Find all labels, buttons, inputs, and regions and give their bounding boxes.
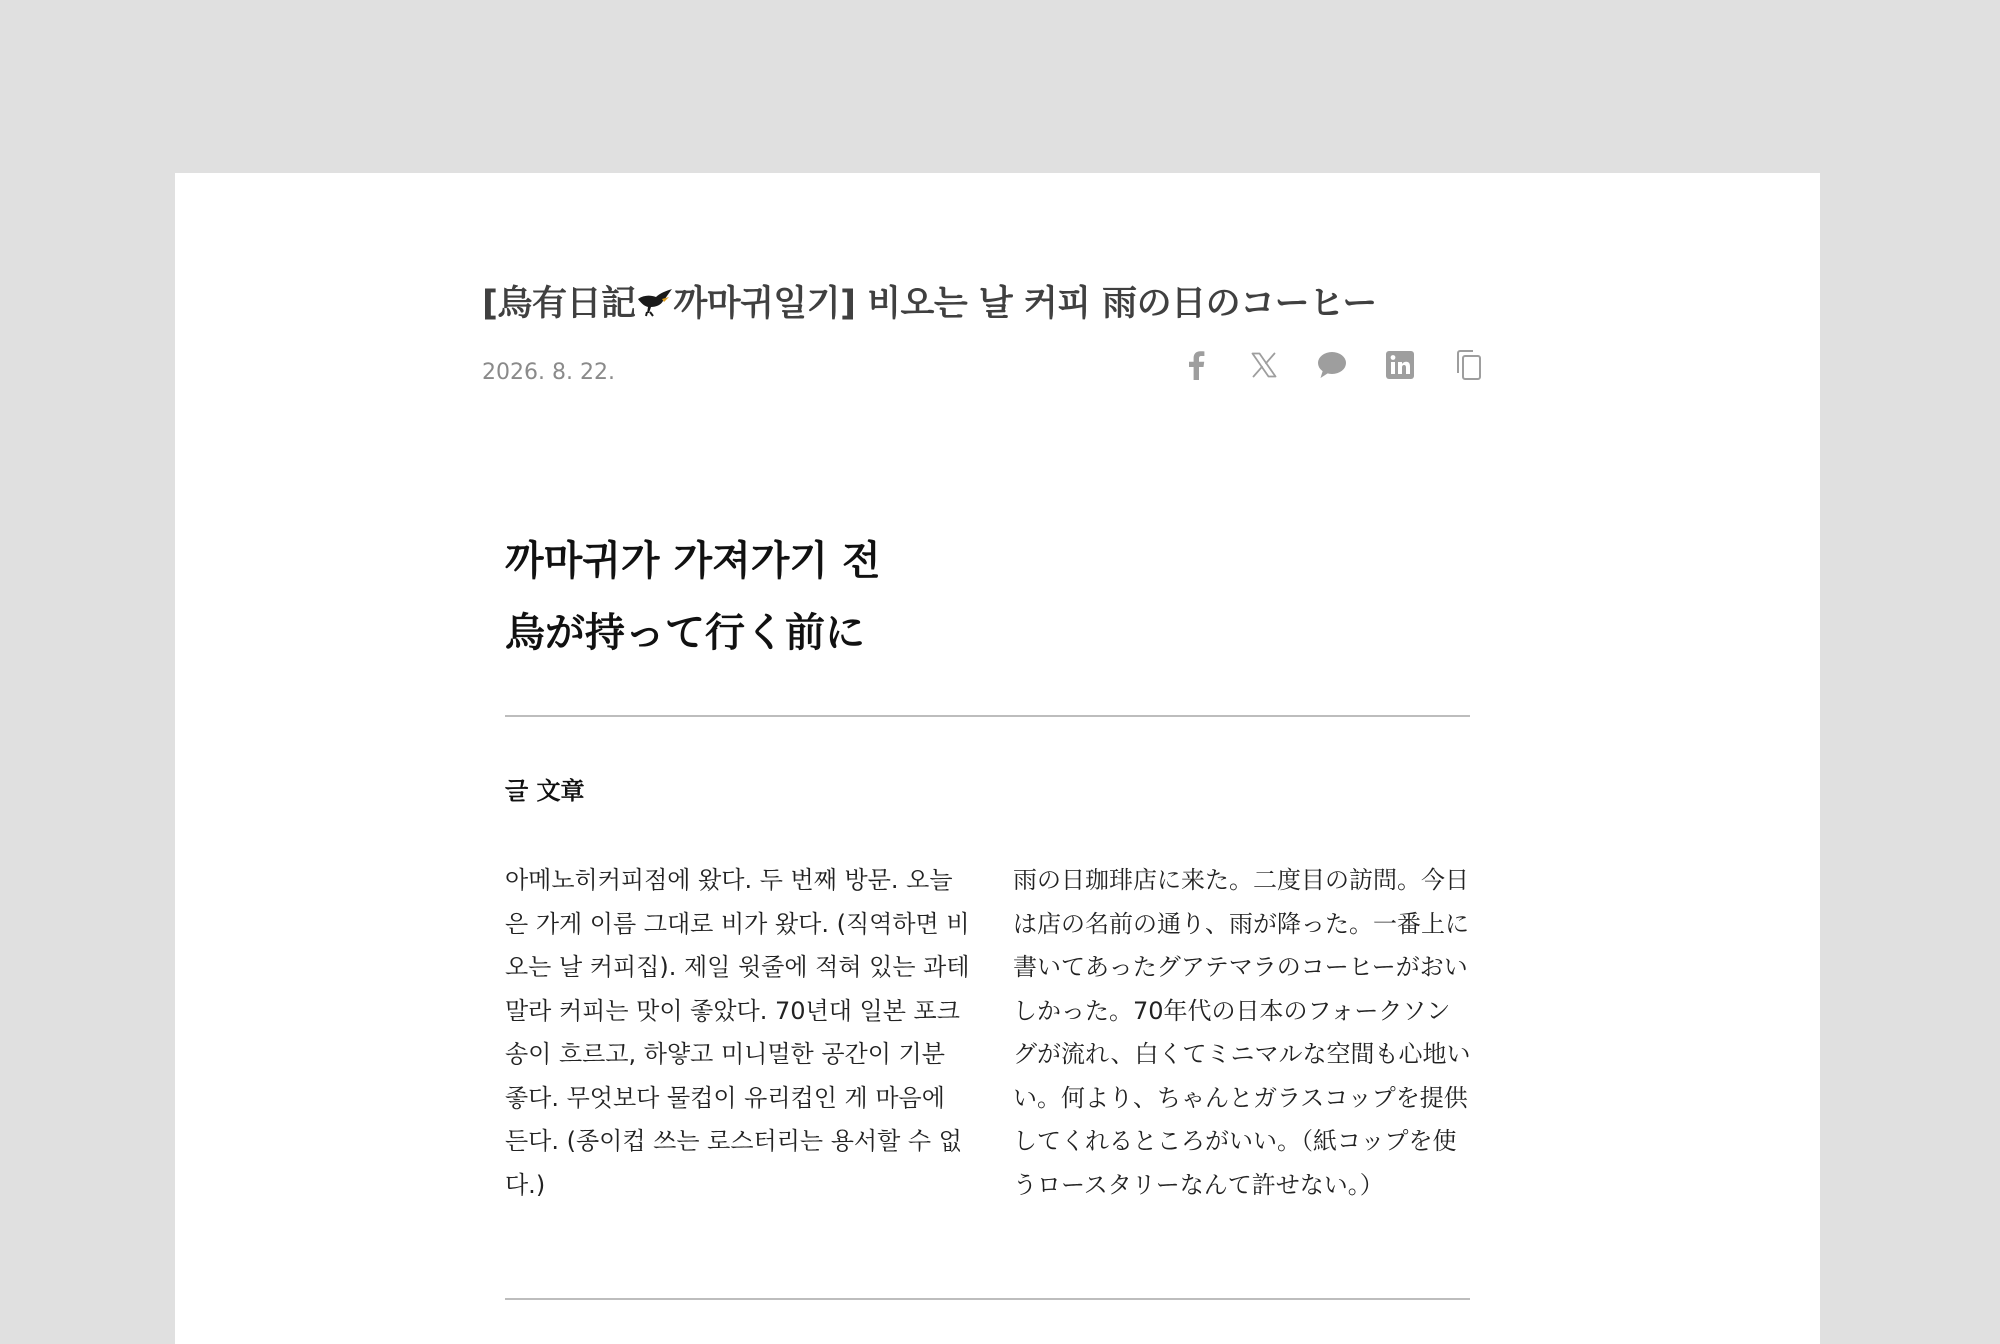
byline: 글 文章 bbox=[505, 777, 585, 805]
heading-korean: 까마귀가 가져가기 전 bbox=[505, 538, 881, 584]
linkedin-share-button[interactable] bbox=[1384, 349, 1416, 381]
body-korean: 아메노히커피점에 왔다. 두 번째 방문. 오늘은 가게 이름 그대로 비가 왔다. (직역하면 비 오는 날 커피집). 제일 윗줄에 적혀 있는 과테말라 커피는 맛이 좋았다. 70년대 일본 포크송이 흐르고, 하얗고 미니멀한 공간이 기분 좋다. 무엇보다 물컵이 유리컵인 게 마음에 든다. (종이컵 쓰는 로스터리는 용서할 수 없다.) bbox=[505, 866, 970, 1199]
x-share-button[interactable] bbox=[1248, 349, 1280, 381]
divider-bottom bbox=[505, 1298, 1470, 1300]
share-bar bbox=[1180, 349, 1484, 381]
copy-icon bbox=[1454, 349, 1482, 381]
post-title-suffix: 까마귀일기] 비오는 날 커피 雨の日のコーヒー bbox=[673, 284, 1377, 324]
heading-japanese: 烏が持って行く前に bbox=[505, 610, 865, 656]
crow-icon bbox=[636, 285, 674, 328]
comment-share-button[interactable] bbox=[1316, 349, 1348, 381]
comment-icon bbox=[1317, 351, 1347, 379]
facebook-icon bbox=[1186, 350, 1206, 380]
post-date: 2026. 8. 22. bbox=[482, 360, 615, 385]
post-page bbox=[175, 173, 1820, 1344]
article-heading bbox=[505, 525, 881, 669]
x-icon bbox=[1251, 352, 1277, 378]
divider-top bbox=[505, 715, 1470, 717]
copy-link-button[interactable] bbox=[1452, 349, 1484, 381]
post-title-prefix: [烏有日記 bbox=[482, 284, 636, 324]
linkedin-icon bbox=[1386, 351, 1414, 379]
facebook-share-button[interactable] bbox=[1180, 349, 1212, 381]
body-japanese: 雨の日珈琲店に来た。二度目の訪問。今日は店の名前の通り、雨が降った。一番上に書いてあったグアテマラのコーヒーがおいしかった。70年代の日本のフォークソングが流れ、白くてミニマルな空間も心地いい。何より、ちゃんとガラスコップを提供してくれるところがいい。（紙コップを使うロースタリーなんて許せない。） bbox=[1013, 866, 1471, 1199]
post-title bbox=[482, 276, 1377, 328]
